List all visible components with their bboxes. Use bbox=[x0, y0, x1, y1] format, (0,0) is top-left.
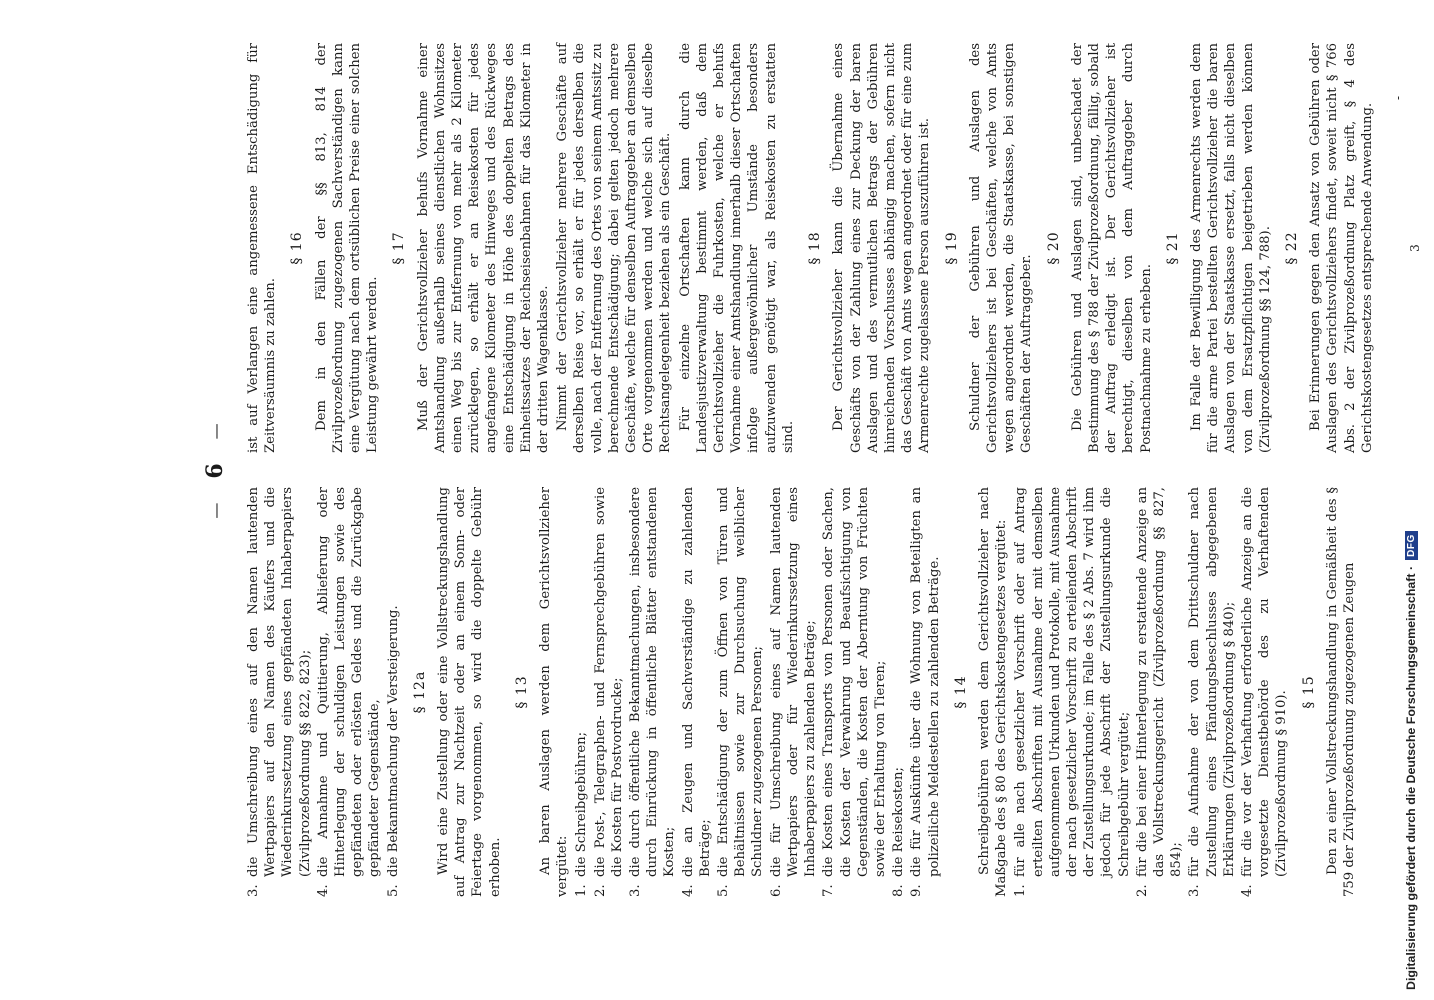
paragraph: Muß der Gerichtsvollzieher behufs Vornahme einer Amtshandlung außerhalb seines dienstlichen Wohnsitzes einen Weg bis zur Entfernung von mehr als 2 Kilometer zurücklegen, so erhält er an Reisekosten für jedes angefangene Kilometer des Hinweges und des Rückweges eine Entschädigung in Höhe des doppelten Betrags des Einheitssatzes der Reichseisenbahnen für das Kilometer in der dritten Wagenklasse. bbox=[415, 43, 552, 453]
paragraph: Schuldner der Gebühren und Auslagen des Gerichtsvollziehers ist bei Geschäften, welche von Amts wegen angeordnet werden, die Staatskasse, bei sonstigen Geschäften der Auftraggeber. bbox=[967, 43, 1035, 453]
paragraph: An baren Auslagen werden dem Gerichtsvollzieher vergütet: bbox=[538, 487, 571, 897]
list-item: 8. die Reisekosten; bbox=[891, 767, 907, 897]
list-item: 5. die Bekanntmachung der Versteigerung. bbox=[385, 605, 401, 897]
section-heading: § 22 bbox=[1283, 231, 1300, 265]
paragraph: Schreibgebühren werden dem Gerichtsvollzieher nach Maßgabe des § 80 des Gerichtskostengesetzes vergütet: bbox=[976, 487, 1010, 897]
paragraph: Nimmt der Gerichtsvollzieher mehrere Geschäfte auf derselben Reise vor, so erhält er für jedes derselben die volle, nach der Entfernung des Ortes von seinem Amtssitz zu berechnende Entschädigung; dabei gelten jedoch mehrere Geschäfte, welche für denselben Auftraggeber an demselben Orte vorgenommen werden und welche sich auf dieselbe Rechtsangelegenheit beziehen als ein Geschäft. bbox=[555, 43, 674, 453]
document-page bbox=[175, 15, 1434, 925]
page-footer bbox=[1390, 43, 1424, 453]
list-item: 4. die Annahme und Quittierung, Ablieferung oder Hinterlegung der schuldigen Leistungen sowie des gepfändeten oder erlösten Geldes und die Zurückgabe gepfändeter Gegenstände, bbox=[315, 487, 383, 897]
section-heading: § 17 bbox=[391, 231, 408, 265]
header-dash-left: — bbox=[205, 500, 225, 519]
paragraph: ist auf Verlangen eine angemessene Entschädigung für Zeitversäumnis zu zahlen. bbox=[246, 43, 279, 453]
section-heading: § 21 bbox=[1164, 231, 1181, 265]
credit-text: Digitalisierung gefördert durch die Deutsche Forschungsgemeinschaft · bbox=[1404, 565, 1418, 990]
header-dash-right: — bbox=[205, 421, 225, 440]
page-number: 6 bbox=[202, 461, 228, 479]
section-heading: § 12a bbox=[411, 670, 428, 714]
paragraph: Den zu einer Vollstreckungshandlung in Gemäßheit des § 759 der Zivilprozeßordnung zugezogenen Zeugen bbox=[1324, 487, 1357, 897]
list-item: 4. für die vor der Verhaftung erforderliche Anzeige an die vorgesetzte Dienstbehörde des zu Verhaftenden (Zivilprozeßordnung § 910). bbox=[1239, 487, 1290, 897]
text-columns bbox=[245, 43, 1424, 897]
list-item: 6. die für Umschreibung eines auf Namen lautenden Wertpapiers oder für Wiederinkurssetzung eines Inhaberpapiers zu zahlenden Beträge; bbox=[768, 487, 819, 897]
list-item: 3. für die Aufnahme der von dem Drittschuldner nach Zustellung eines Pfändungsbeschlusses abgegebenen Erklärungen (Zivilprozeßordnung § 840); bbox=[1187, 487, 1237, 897]
digitization-credit bbox=[1404, 531, 1418, 990]
list-item: 2. die Post-, Telegraphen- und Fernsprechgebühren sowie die Kosten für Postvordrucke; bbox=[592, 487, 625, 897]
list-item: 5. die Entschädigung der zum Öffnen von Türen und Behältnissen sowie zur Durchsuchung weiblicher Schuldner zugezogenen Personen; bbox=[716, 487, 766, 897]
paragraph: Der Gerichtsvollzieher kann die Übernahme eines Geschäfts von der Zahlung eines zur Deckung der baren Auslagen und des vermutlichen Betrags der Gebühren hinreichenden Vorschusses abhängig machen, sofern nicht das Geschäft von Amts wegen angeordnet oder für eine zum Armenrechte zugelassene Person auszuführen ist. bbox=[831, 43, 933, 453]
list-item: 3. die Umschreibung eines auf den Namen lautenden Wertpapiers auf den Namen des Käufers und die Wiederinkurssetzung eines gepfändeten Inhaberpapiers (Zivilprozeßordnung §§ 822, 823); bbox=[246, 487, 313, 897]
list-item: 4. die an Zeugen und Sachverständige zu zahlenden Beträge; bbox=[680, 487, 713, 897]
paragraph: Für einzelne Ortschaften kann durch die Landesjustizverwaltung bestimmt werden, daß dem Gerichtsvollzieher die Fuhrkosten, welche er behufs Vornahme einer Amtshandlung innerhalb dieser Ortschaften infolge außergewöhnlicher Umstände besonders aufzuwenden genötigt war, als Reisekosten zu erstatten sind. bbox=[677, 43, 796, 453]
section-heading: § 16 bbox=[289, 231, 306, 265]
list-item: 1. für alle nach gesetzlicher Vorschrift oder auf Antrag erteilten Abschriften mit Ausnahme der mit demselben aufgenommenen Urkunden und Protokolle, mit Ausnahme der nach gesetzlicher Vorschrift zu erteilenden Abschrift der Zustellungsurkunde; im Falle des § 2 Abs. 7 wird ihm jedoch für jede Abschrift der Zustellungsurkunde die Schreibgebühr vergütet; bbox=[1013, 487, 1132, 897]
list-item: 9. die für Auskünfte über die Wohnung von Beteiligten an polizeiliche Meldestellen zu zahlenden Beträge. bbox=[909, 487, 942, 897]
section-heading: § 20 bbox=[1045, 231, 1062, 265]
section-heading: § 13 bbox=[513, 675, 530, 709]
list-item: 7. die Kosten eines Transports von Personen oder Sachen, die Kosten der Verwahrung und Beaufsichtigung von Gegenständen, die Kosten der Aberntung von Früchten sowie der Erhaltung von Tieren; bbox=[821, 487, 888, 897]
list-item: 1. die Schreibgebühren; bbox=[574, 731, 590, 897]
dfg-logo: DFG bbox=[1405, 531, 1418, 560]
list-item: 3. die durch öffentliche Bekanntmachungen, insbesondere durch Einrückung in öffentliche Blätter entstandenen Kosten; bbox=[628, 487, 678, 897]
paragraph: Die Gebühren und Auslagen sind, unbeschadet der Bestimmung des § 788 der Zivilprozeßordnung, fällig, sobald der Auftrag erledigt ist. Der Gerichtsvollzieher ist berechtigt, dieselben von dem Auftraggeber durch Postnachnahme zu erheben. bbox=[1069, 43, 1154, 453]
paragraph: Dem in den Fällen der §§ 813, 814 der Zivilprozeßordnung zugezogenen Sachverständigen kann eine Vergütung nach dem ortsüblichen Preise einer solchen Leistung gewährt werden. bbox=[313, 43, 381, 453]
section-heading: § 19 bbox=[943, 231, 960, 265]
section-heading: § 18 bbox=[807, 231, 824, 265]
right-column bbox=[245, 43, 1424, 453]
footer-mark: - bbox=[1390, 95, 1405, 101]
signature-mark: 3 bbox=[1408, 244, 1423, 252]
left-column bbox=[245, 487, 1424, 897]
list-item: 2. für die bei einer Hinterlegung zu erstattende Anzeige an das Vollstreckungsgericht (Zivilprozeßordnung §§ 827, 854); bbox=[1134, 487, 1185, 897]
paragraph: Im Falle der Bewilligung des Armenrechts werden dem für die arme Partei bestellten Gerichtsvollzieher die baren Auslagen von der Staatskasse ersetzt, falls nicht dieselben von dem Ersatzpflichtigen beigetrieben werden können (Zivilprozeßordnung §§ 124, 788). bbox=[1188, 43, 1273, 453]
section-heading: § 15 bbox=[1300, 675, 1317, 709]
paragraph: Bei Erinnerungen gegen den Ansatz von Gebühren oder Auslagen des Gerichtsvollziehers findet, soweit nicht § 766 Abs. 2 der Zivilprozeßordnung Platz greift, § 4 des Gerichtskostengesetzes entsprechende Anwendung. bbox=[1308, 43, 1375, 453]
section-heading: § 14 bbox=[952, 675, 969, 709]
paragraph: Wird eine Zustellung oder eine Vollstreckungshandlung auf Antrag zur Nachtzeit oder an einem Sonn- oder Feiertage vorgenommen, so wird die doppelte Gebühr erhoben. bbox=[436, 487, 503, 897]
page-header bbox=[195, 43, 235, 897]
